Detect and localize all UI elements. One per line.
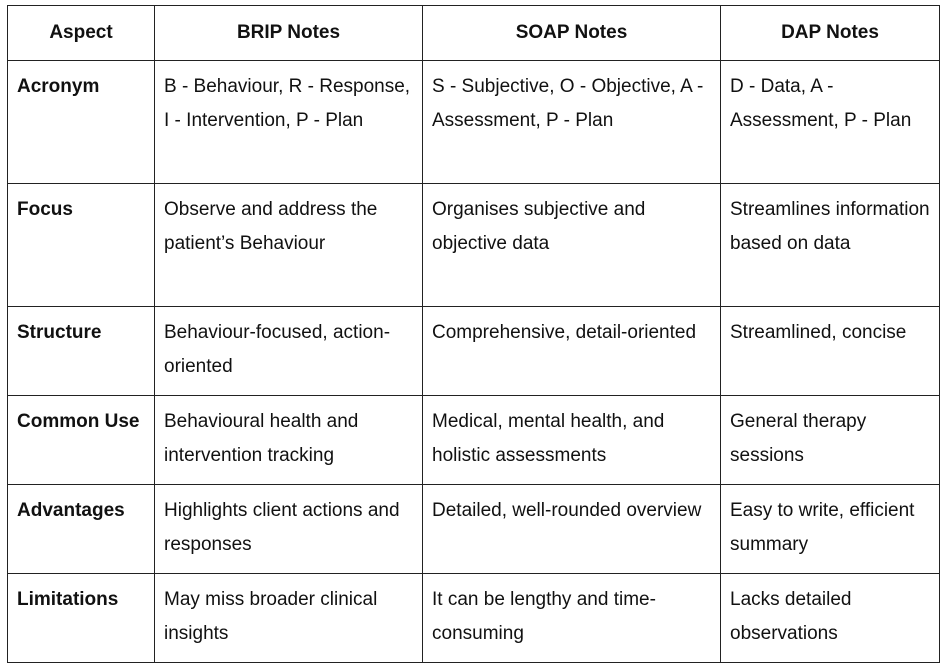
comparison-table bbox=[7, 5, 940, 663]
header-dap-notes: DAP Notes bbox=[721, 6, 940, 61]
cell-soap: Detailed, well-rounded overview bbox=[423, 485, 721, 574]
cell-dap: Streamlined, concise bbox=[721, 307, 940, 396]
row-label-structure: Structure bbox=[8, 307, 155, 396]
cell-dap: Lacks detailed observations bbox=[721, 574, 940, 663]
table-body bbox=[8, 61, 940, 663]
header-row bbox=[8, 6, 940, 61]
table-row bbox=[8, 574, 940, 663]
cell-brip: Behaviour-focused, action-oriented bbox=[155, 307, 423, 396]
cell-soap: Organises subjective and objective data bbox=[423, 184, 721, 307]
header-brip-notes: BRIP Notes bbox=[155, 6, 423, 61]
cell-brip: Highlights client actions and responses bbox=[155, 485, 423, 574]
cell-dap: D - Data, A - Assessment, P - Plan bbox=[721, 61, 940, 184]
table-row bbox=[8, 396, 940, 485]
cell-soap: S - Subjective, O - Objective, A - Assessment, P - Plan bbox=[423, 61, 721, 184]
row-label-advantages: Advantages bbox=[8, 485, 155, 574]
table-row bbox=[8, 307, 940, 396]
cell-soap: It can be lengthy and time-consuming bbox=[423, 574, 721, 663]
table-row bbox=[8, 61, 940, 184]
row-label-acronym: Acronym bbox=[8, 61, 155, 184]
table-row bbox=[8, 485, 940, 574]
row-label-limitations: Limitations bbox=[8, 574, 155, 663]
header-soap-notes: SOAP Notes bbox=[423, 6, 721, 61]
cell-brip: Observe and address the patient’s Behaviour bbox=[155, 184, 423, 307]
cell-dap: General therapy sessions bbox=[721, 396, 940, 485]
cell-soap: Medical, mental health, and holistic assessments bbox=[423, 396, 721, 485]
cell-dap: Easy to write, efficient summary bbox=[721, 485, 940, 574]
table-row bbox=[8, 184, 940, 307]
cell-dap: Streamlines information based on data bbox=[721, 184, 940, 307]
header-aspect: Aspect bbox=[8, 6, 155, 61]
cell-brip: May miss broader clinical insights bbox=[155, 574, 423, 663]
cell-brip: Behavioural health and intervention tracking bbox=[155, 396, 423, 485]
cell-brip: B - Behaviour, R - Response, I - Intervention, P - Plan bbox=[155, 61, 423, 184]
cell-soap: Comprehensive, detail-oriented bbox=[423, 307, 721, 396]
row-label-common-use: Common Use bbox=[8, 396, 155, 485]
table-header bbox=[8, 6, 940, 61]
row-label-focus: Focus bbox=[8, 184, 155, 307]
